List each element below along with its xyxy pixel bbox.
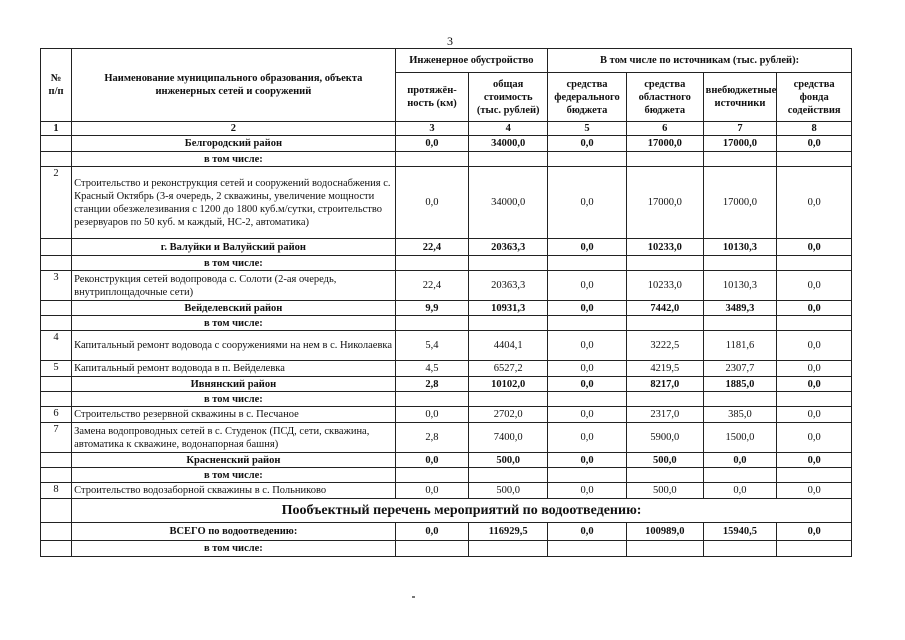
table-row-item (41, 271, 852, 301)
col-number: 5 (548, 122, 627, 136)
table-row-sub (41, 256, 852, 271)
row-extrabudget: 2307,7 (703, 361, 777, 377)
row-extrabudget: 17000,0 (703, 136, 777, 152)
row-cost (469, 541, 548, 557)
column-number-row (41, 122, 852, 136)
table-row-item (41, 361, 852, 377)
row-cost: 34000,0 (469, 136, 548, 152)
row-name: в том числе: (72, 468, 396, 483)
row-extrabudget: 17000,0 (703, 167, 777, 239)
table-row-sub (41, 541, 852, 557)
row-federal (548, 256, 627, 271)
row-federal: 0,0 (548, 523, 627, 541)
row-cost: 500,0 (469, 483, 548, 499)
row-extrabudget: 0,0 (703, 483, 777, 499)
row-length (395, 152, 469, 167)
row-extrabudget (703, 392, 777, 407)
row-number (41, 301, 72, 316)
row-length: 2,8 (395, 377, 469, 392)
row-federal: 0,0 (548, 331, 627, 361)
row-fund (777, 468, 852, 483)
col-number: 2 (72, 122, 396, 136)
row-number (41, 239, 72, 256)
row-fund: 0,0 (777, 423, 852, 453)
row-regional: 10233,0 (626, 271, 703, 301)
row-name: Реконструкция сетей водопровода с. Солоти (2-ая очередь, внутриплощадочные сети) (72, 271, 396, 301)
row-fund: 0,0 (777, 453, 852, 468)
row-extrabudget (703, 152, 777, 167)
row-length: 4,5 (395, 361, 469, 377)
row-regional (626, 468, 703, 483)
row-cost: 20363,3 (469, 271, 548, 301)
row-name: в том числе: (72, 392, 396, 407)
header-extrabudget: внебюджетные источники (703, 73, 777, 122)
row-regional: 500,0 (626, 453, 703, 468)
row-regional: 17000,0 (626, 136, 703, 152)
col-number: 6 (626, 122, 703, 136)
row-length: 2,8 (395, 423, 469, 453)
row-regional: 2317,0 (626, 407, 703, 423)
table-row-district (41, 301, 852, 316)
infrastructure-table (40, 48, 852, 557)
row-name: Капитальный ремонт водовода в п. Вейделевка (72, 361, 396, 377)
table-row-sub (41, 392, 852, 407)
row-regional: 500,0 (626, 483, 703, 499)
row-fund (777, 541, 852, 557)
row-length (395, 541, 469, 557)
row-extrabudget: 1181,6 (703, 331, 777, 361)
row-length (395, 468, 469, 483)
row-number: 7 (41, 423, 72, 453)
row-cost: 20363,3 (469, 239, 548, 256)
row-federal: 0,0 (548, 271, 627, 301)
row-fund: 0,0 (777, 523, 852, 541)
row-extrabudget: 1885,0 (703, 377, 777, 392)
row-fund: 0,0 (777, 361, 852, 377)
row-regional (626, 316, 703, 331)
table-row-district (41, 453, 852, 468)
row-fund: 0,0 (777, 271, 852, 301)
row-length: 5,4 (395, 331, 469, 361)
row-number (41, 136, 72, 152)
row-extrabudget (703, 541, 777, 557)
row-federal (548, 152, 627, 167)
header-name: Наименование муниципального образования, объекта инженерных сетей и сооружений (72, 49, 396, 122)
row-cost: 10102,0 (469, 377, 548, 392)
table-row-section (41, 499, 852, 523)
row-fund: 0,0 (777, 483, 852, 499)
row-regional: 5900,0 (626, 423, 703, 453)
row-name: в том числе: (72, 256, 396, 271)
row-cost (469, 392, 548, 407)
row-regional (626, 541, 703, 557)
row-regional: 7442,0 (626, 301, 703, 316)
row-length: 9,9 (395, 301, 469, 316)
row-federal: 0,0 (548, 239, 627, 256)
header-regional: средства областного бюджета (626, 73, 703, 122)
row-regional: 3222,5 (626, 331, 703, 361)
table-row-item (41, 483, 852, 499)
row-cost: 34000,0 (469, 167, 548, 239)
header-federal: средства федерального бюджета (548, 73, 627, 122)
row-length: 0,0 (395, 453, 469, 468)
row-number (41, 392, 72, 407)
row-length (395, 392, 469, 407)
row-cost: 2702,0 (469, 407, 548, 423)
header-fund: средства фонда содействия (777, 73, 852, 122)
col-number: 8 (777, 122, 852, 136)
row-name: в том числе: (72, 541, 396, 557)
row-number (41, 499, 72, 523)
section-title: Пообъектный перечень мероприятий по водоотведению: (72, 499, 852, 523)
row-number (41, 523, 72, 541)
table-row-district (41, 239, 852, 256)
table-row-item (41, 407, 852, 423)
row-name: в том числе: (72, 152, 396, 167)
row-extrabudget: 1500,0 (703, 423, 777, 453)
header-length: протяжён-ность (км) (395, 73, 469, 122)
row-federal: 0,0 (548, 301, 627, 316)
row-name: Ивнянский район (72, 377, 396, 392)
row-name: Строительство и реконструкция сетей и сооружений водоснабжения с. Красный Октябрь (3-я очередь, 2 скважины, увеличение мощности станции обезжелезивания с 1200 до 1800 куб.м/сутки, строительство резервуаров по 50 куб. м каждый, НС-2, автоматика) (72, 167, 396, 239)
row-regional: 4219,5 (626, 361, 703, 377)
row-length (395, 316, 469, 331)
table-row-total (41, 523, 852, 541)
row-fund (777, 316, 852, 331)
table-row-item (41, 331, 852, 361)
row-federal: 0,0 (548, 423, 627, 453)
header-engineering-group: Инженерное обустройство (395, 49, 547, 73)
row-cost: 116929,5 (469, 523, 548, 541)
row-fund (777, 152, 852, 167)
row-federal (548, 541, 627, 557)
header-num: № п/п (41, 49, 72, 122)
row-name: Капитальный ремонт водовода с сооружениями на нем в с. Николаевка (72, 331, 396, 361)
row-cost: 6527,2 (469, 361, 548, 377)
row-number (41, 468, 72, 483)
row-federal (548, 392, 627, 407)
row-length: 0,0 (395, 136, 469, 152)
row-name: Замена водопроводных сетей в с. Студенок (ПСД, сети, скважина, автоматика к скважине, водонапорная башня) (72, 423, 396, 453)
row-extrabudget (703, 316, 777, 331)
row-fund: 0,0 (777, 301, 852, 316)
row-regional (626, 392, 703, 407)
row-number: 5 (41, 361, 72, 377)
row-length: 22,4 (395, 239, 469, 256)
row-cost: 4404,1 (469, 331, 548, 361)
row-length: 22,4 (395, 271, 469, 301)
row-length: 0,0 (395, 523, 469, 541)
col-number: 1 (41, 122, 72, 136)
row-federal: 0,0 (548, 407, 627, 423)
row-name: в том числе: (72, 316, 396, 331)
row-name: Красненский район (72, 453, 396, 468)
table-row-sub (41, 316, 852, 331)
row-length: 0,0 (395, 407, 469, 423)
row-fund: 0,0 (777, 167, 852, 239)
row-number: 4 (41, 331, 72, 361)
row-number (41, 152, 72, 167)
row-number: 6 (41, 407, 72, 423)
row-regional: 100989,0 (626, 523, 703, 541)
row-fund: 0,0 (777, 239, 852, 256)
row-name: ВСЕГО по водоотведению: (72, 523, 396, 541)
row-regional: 17000,0 (626, 167, 703, 239)
row-cost: 10931,3 (469, 301, 548, 316)
row-fund (777, 392, 852, 407)
row-federal: 0,0 (548, 136, 627, 152)
row-name: Строительство водозаборной скважины в с. Польниково (72, 483, 396, 499)
header-cost: общая стоимость (тыс. рублей) (469, 73, 548, 122)
row-cost: 7400,0 (469, 423, 548, 453)
row-federal: 0,0 (548, 167, 627, 239)
row-federal: 0,0 (548, 377, 627, 392)
table-row-district (41, 136, 852, 152)
row-length: 0,0 (395, 483, 469, 499)
row-fund: 0,0 (777, 331, 852, 361)
row-extrabudget (703, 256, 777, 271)
row-extrabudget: 385,0 (703, 407, 777, 423)
row-number (41, 316, 72, 331)
row-extrabudget: 10130,3 (703, 239, 777, 256)
row-federal (548, 316, 627, 331)
table-row-sub (41, 152, 852, 167)
row-regional (626, 152, 703, 167)
row-cost (469, 316, 548, 331)
row-extrabudget (703, 468, 777, 483)
row-cost: 500,0 (469, 453, 548, 468)
row-extrabudget: 0,0 (703, 453, 777, 468)
row-extrabudget: 10130,3 (703, 271, 777, 301)
row-fund (777, 256, 852, 271)
row-name: Белгородский район (72, 136, 396, 152)
row-length (395, 256, 469, 271)
row-fund: 0,0 (777, 407, 852, 423)
row-extrabudget: 15940,5 (703, 523, 777, 541)
row-regional: 10233,0 (626, 239, 703, 256)
row-federal: 0,0 (548, 453, 627, 468)
table-row-item (41, 423, 852, 453)
row-regional (626, 256, 703, 271)
row-federal: 0,0 (548, 483, 627, 499)
header-sources-group: В том числе по источникам (тыс. рублей): (548, 49, 852, 73)
row-number (41, 256, 72, 271)
row-number (41, 541, 72, 557)
col-number: 4 (469, 122, 548, 136)
row-number (41, 377, 72, 392)
table-row-item (41, 167, 852, 239)
col-number: 7 (703, 122, 777, 136)
row-federal: 0,0 (548, 361, 627, 377)
row-cost (469, 468, 548, 483)
row-regional: 8217,0 (626, 377, 703, 392)
row-number: 8 (41, 483, 72, 499)
row-name: Вейделевский район (72, 301, 396, 316)
table-row-sub (41, 468, 852, 483)
row-name: Строительство резервной скважины в с. Песчаное (72, 407, 396, 423)
row-fund: 0,0 (777, 136, 852, 152)
row-fund: 0,0 (777, 377, 852, 392)
row-number: 2 (41, 167, 72, 239)
row-cost (469, 256, 548, 271)
row-number (41, 453, 72, 468)
col-number: 3 (395, 122, 469, 136)
row-extrabudget: 3489,3 (703, 301, 777, 316)
table-row-district (41, 377, 852, 392)
page-number: 3 (447, 34, 453, 48)
row-name: г. Валуйки и Валуйский район (72, 239, 396, 256)
row-federal (548, 468, 627, 483)
scan-speck (412, 596, 415, 598)
row-length: 0,0 (395, 167, 469, 239)
row-cost (469, 152, 548, 167)
row-number: 3 (41, 271, 72, 301)
